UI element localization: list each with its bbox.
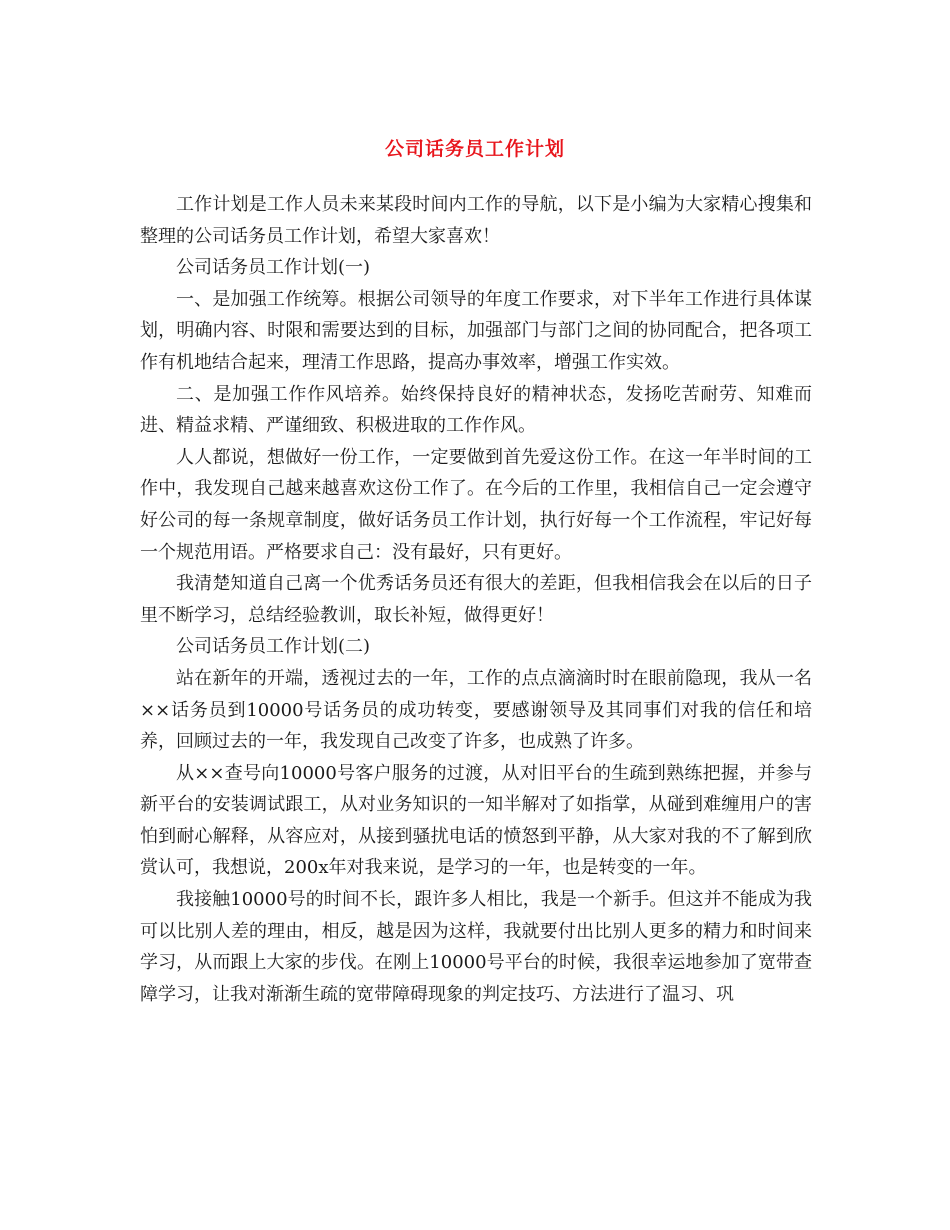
paragraph-newcomer: 我接触10000号的时间不长，跟许多人相比，我是一个新手。但这并不能成为我可以比别人差的理由，相反，越是因为这样，我就要付出比别人更多的精力和时间来学习，从而跟上大家的步伐。在刚上10000号平台的时候，我很幸运地参加了宽带查障学习，让我对渐渐生疏的宽带障碍现象的判定技巧、方法进行了温习、巩 (140, 889, 812, 1005)
document-title: 公司话务员工作计划 (384, 137, 565, 160)
document-body (140, 189, 812, 1010)
paragraph-love-work: 人人都说，想做好一份工作，一定要做到首先爱这份工作。在这一年半时间的工作中，我发现自己越来越喜欢这份工作了。在今后的工作里，我相信自己一定会遵守好公司的每一条规章制度，做好话务员工作计划，执行好每一个工作流程，牢记好每一个规范用语。严格要求自己：没有最好，只有更好。 (140, 446, 812, 563)
paragraph-transition: 从××查号向10000号客户服务的过渡，从对旧平台的生疏到熟练把握，并参与新平台的安装调试跟工，从对业务知识的一知半解对了如指掌，从碰到难缠用户的害怕到耐心解释，从容应对，从接到骚扰电话的愤怒到平静，从大家对我的不了解到欣赏认可，我想说，200x年对我来说，是学习的一年，也是转变的一年。 (140, 762, 812, 879)
paragraph-intro: 工作计划是工作人员未来某段时间内工作的导航，以下是小编为大家精心搜集和整理的公司话务员工作计划，希望大家喜欢！ (140, 194, 812, 247)
paragraph-improve: 我清楚知道自己离一个优秀话务员还有很大的差距，但我相信我会在以后的日子里不断学习，总结经验教训，取长补短，做得更好！ (140, 573, 812, 626)
section-heading-plan-one: 公司话务员工作计划(一) (176, 257, 371, 279)
paragraph-new-year: 站在新年的开端，透视过去的一年，工作的点点滴滴时时在眼前隐现，我从一名××话务员到10000号话务员的成功转变，要感谢领导及其同事们对我的信任和培养，回顾过去的一年，我发现自己改变了许多，也成熟了许多。 (140, 667, 812, 753)
paragraph-plan-one-item-one: 一、是加强工作统筹。根据公司领导的年度工作要求，对下半年工作进行具体谋划，明确内容、时限和需要达到的目标，加强部门与部门之间的协同配合，把各项工作有机地结合起来，理清工作思路，提高办事效率，增强工作实效。 (140, 288, 812, 373)
paragraph-plan-one-item-two: 二、是加强工作作风培养。始终保持良好的精神状态，发扬吃苦耐劳、知难而进、精益求精、严谨细致、积极进取的工作作风。 (140, 383, 812, 437)
section-heading-plan-two: 公司话务员工作计划(二) (176, 636, 371, 658)
